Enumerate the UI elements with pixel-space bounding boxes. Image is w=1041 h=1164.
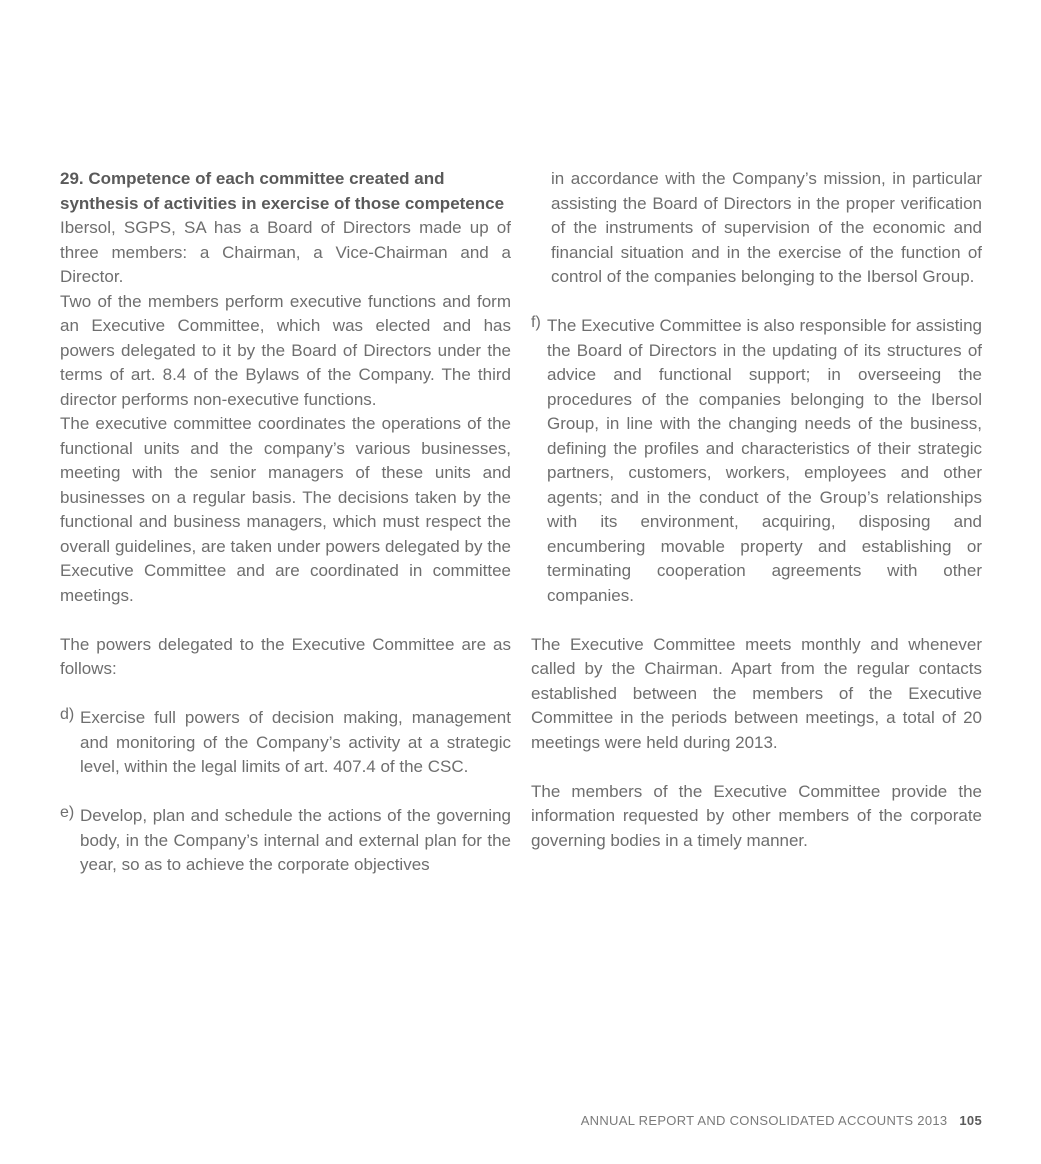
list-item-e [60, 804, 511, 878]
paragraph-coordination: The executive committee coordinates the operations of the functional units and the company’s various businesses, meeting with the senior managers of these units and businesses on a regular basis. The decisions taken by the functional and business managers, which must respect the overall guidelines, are taken under powers delegated by the Executive Committee and are coordinated in committee meetings. [60, 414, 511, 605]
left-column [60, 167, 511, 878]
list-item-f-text: The Executive Committee is also responsible for assisting the Board of Directors in the updating of its structures of advice and functional support; in overseeing the procedures of the companies belonging to the Ibersol Group, in line with the changing needs of the business, defining the profiles and characteristics of their strategic partners, customers, workers, employees and other agents; and in the conduct of the Group’s relationships with its environment, acquiring, disposing and encumbering movable property and establishing or terminating cooperation agreements with other companies. [547, 316, 982, 605]
list-item-f [531, 314, 982, 608]
paragraph-powers-intro: The powers delegated to the Executive Committee are as follows: [60, 634, 511, 678]
paragraph-information: The members of the Executive Committee provide the information requested by other members of the corporate governing bodies in a timely manner. [531, 781, 982, 850]
paragraph-board: Ibersol, SGPS, SA has a Board of Directors made up of three members: a Chairman, a Vice-Chairman and a Director. [60, 218, 511, 286]
paragraph-executive-members: Two of the members perform executive functions and form an Executive Committee, which was elected and has powers delegated to it by the Board of Directors under the terms of art. 8.4 of the Bylaws of the Company. The third director performs non-executive functions. [60, 291, 511, 409]
list-item-d [60, 706, 511, 780]
paragraph-meetings: The Executive Committee meets monthly and whenever called by the Chairman. Apart from the regular contacts established between the members of the Executive Committee in the periods between meetings, a total of 20 meetings were held during 2013. [531, 634, 982, 752]
section-heading: 29. Competence of each committee created and synthesis of activities in exercise of those competence [60, 169, 505, 213]
list-item-e-text: Develop, plan and schedule the actions of the governing body, in the Company’s internal and external plan for the year, so as to achieve the corporate objectives [80, 806, 511, 874]
list-item-d-text: Exercise full powers of decision making, management and monitoring of the Company’s activity at a strategic level, within the legal limits of art. 407.4 of the CSC. [80, 708, 511, 776]
list-item-e-continuation: in accordance with the Company’s mission, in particular assisting the Board of Directors in the proper verification of the instruments of supervision of the economic and financial situation and in the exercise of the function of control of the companies belonging to the Ibersol Group. [551, 169, 982, 286]
page-footer [581, 1113, 982, 1128]
list-marker-e: e) [60, 804, 75, 821]
right-column [531, 167, 982, 853]
list-marker-f: f) [531, 314, 541, 331]
page-number: 105 [959, 1113, 982, 1128]
list-marker-d: d) [60, 706, 75, 723]
footer-title: ANNUAL REPORT AND CONSOLIDATED ACCOUNTS 2013 [580, 1113, 948, 1128]
